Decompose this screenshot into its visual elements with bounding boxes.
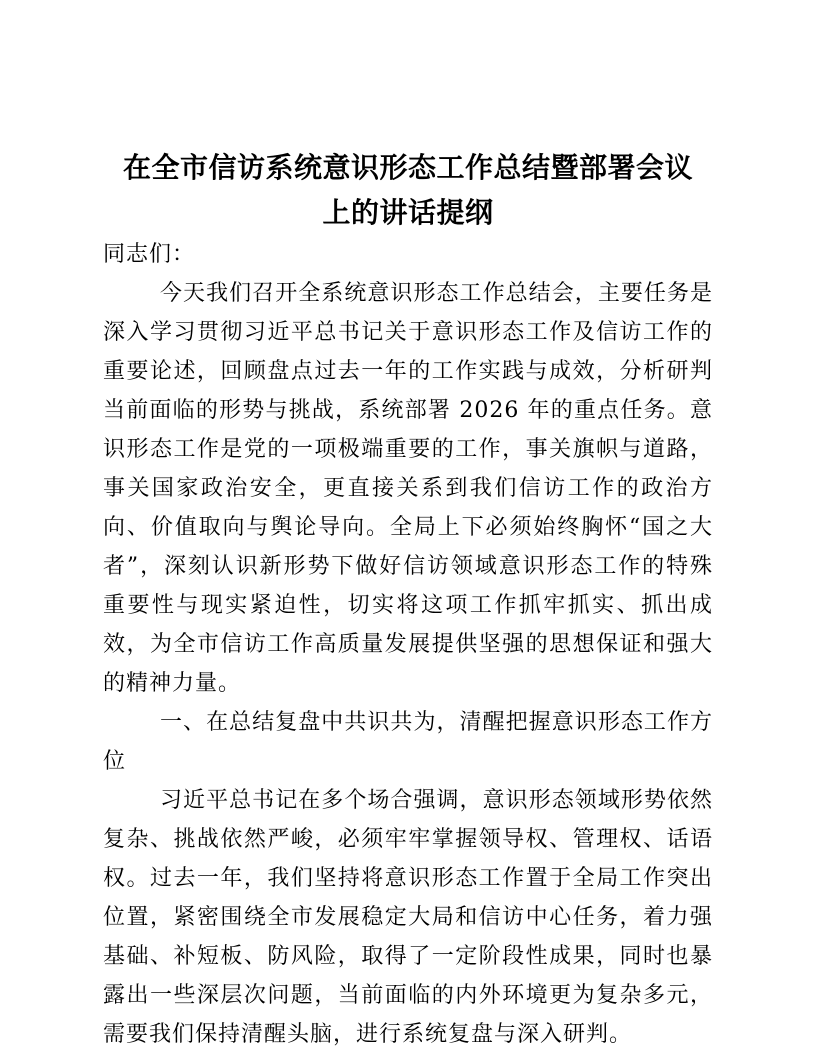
paragraph-opening: 今天我们召开全系统意识形态工作总结会，主要任务是深入学习贯彻习近平总书记关于意识形态工作及信访工作的重要论述，回顾盘点过去一年的工作实践与成效，分析研判当前面临的形势与挑战，系统部署 2026 年的重点任务。意识形态工作是党的一项极端重要的工作，事关旗帜与道路，事关国家政治安全，更直接关系到我们信访工作的政治方向、价值取向与舆论导向。全局上下必须始终胸怀“国之大者”，深刻认识新形势下做好信访领域意识形态工作的特殊重要性与现实紧迫性，切实将这项工作抓牢抓实、抓出成效，为全市信访工作高质量发展提供坚强的思想保证和强大的精神力量。 (103, 281, 713, 696)
document-title: 在全市信访系统意识形态工作总结暨部署会议上的讲话提纲 (122, 151, 693, 229)
salutation: 同志们： (103, 242, 196, 267)
section-heading-1: 一、在总结复盘中共识共为，清醒把握意识形态工作方位 (103, 710, 713, 774)
paragraph-section-1-body: 习近平总书记在多个场合强调，意识形态领域形势依然复杂、挑战依然严峻，必须牢牢掌握领导权、管理权、话语权。过去一年，我们坚持将意识形态工作置于全局工作突出位置，紧密围绕全市发展稳定大局和信访中心任务，着力强基础、补短板、防风险，取得了一定阶段性成果，同时也暴露出一些深层次问题，当前面临的内外环境更为复杂多元，需要我们保持清醒头脑，进行系统复盘与深入研判。 (103, 788, 713, 1047)
